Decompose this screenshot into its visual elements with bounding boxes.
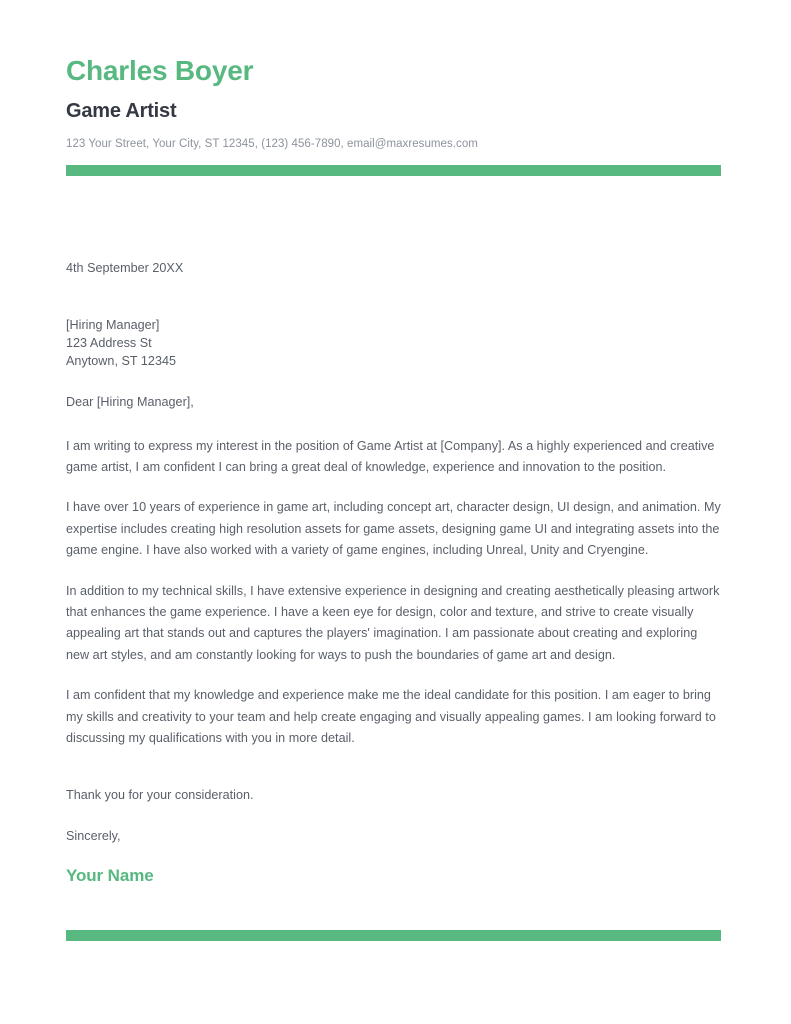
recipient-address-block: [66, 317, 721, 370]
closing-sign-off: Sincerely,: [66, 828, 121, 843]
body-paragraph-4: I am confident that my knowledge and experience make me the ideal candidate for this position. I am eager to bring my skills and creativity to your team and help create engaging and visually appealing games. I am looking forward to discussing my qualifications with you in more detail.: [66, 688, 716, 746]
applicant-name: Charles Boyer: [66, 55, 254, 86]
footer-accent-bar: [66, 930, 721, 941]
body-paragraph-1: I am writing to express my interest in the position of Game Artist at [Company]. As a highly experienced and creative game artist, I am confident I can bring a great deal of knowledge, experience and innovation to the position.: [66, 438, 715, 474]
letterhead: [66, 0, 721, 152]
signature-name: Your Name: [66, 866, 154, 886]
letter-header: [66, 0, 721, 152]
applicant-job-title: Game Artist: [66, 100, 177, 123]
recipient-street: 123 Address St: [66, 336, 152, 350]
letter-body: [66, 258, 721, 887]
closing-thanks: Thank you for your consideration.: [66, 788, 254, 803]
recipient-name: [Hiring Manager]: [66, 318, 160, 333]
salutation: Dear [Hiring Manager],: [66, 395, 194, 410]
contact-info-line: 123 Your Street, Your City, ST 12345, (123) 456-7890, email@maxresumes.com: [66, 138, 478, 151]
body-paragraph-3: In addition to my technical skills, I have extensive experience in designing and creating aesthetically pleasing artwork that enhances the game experience. I have a keen eye for design, color and texture, and strive to create visually appealing art that stands out and captures the players' imagination. I am passionate about creating and exploring new art styles, and am constantly looking for ways to push the boundaries of game art and design.: [66, 583, 720, 662]
recipient-city-state-zip: Anytown, ST 12345: [66, 353, 177, 368]
body-paragraph-2: I have over 10 years of experience in game art, including concept art, character design, UI design, and animation. My expertise includes creating high resolution assets for game assets, designing game UI and integrating assets into the game engine. I have also worked with a variety of game engines, including Unreal, Unity and Cryengine.: [66, 500, 721, 558]
header-accent-bar: [66, 165, 721, 176]
letter-date: 4th September 20XX: [66, 261, 184, 275]
